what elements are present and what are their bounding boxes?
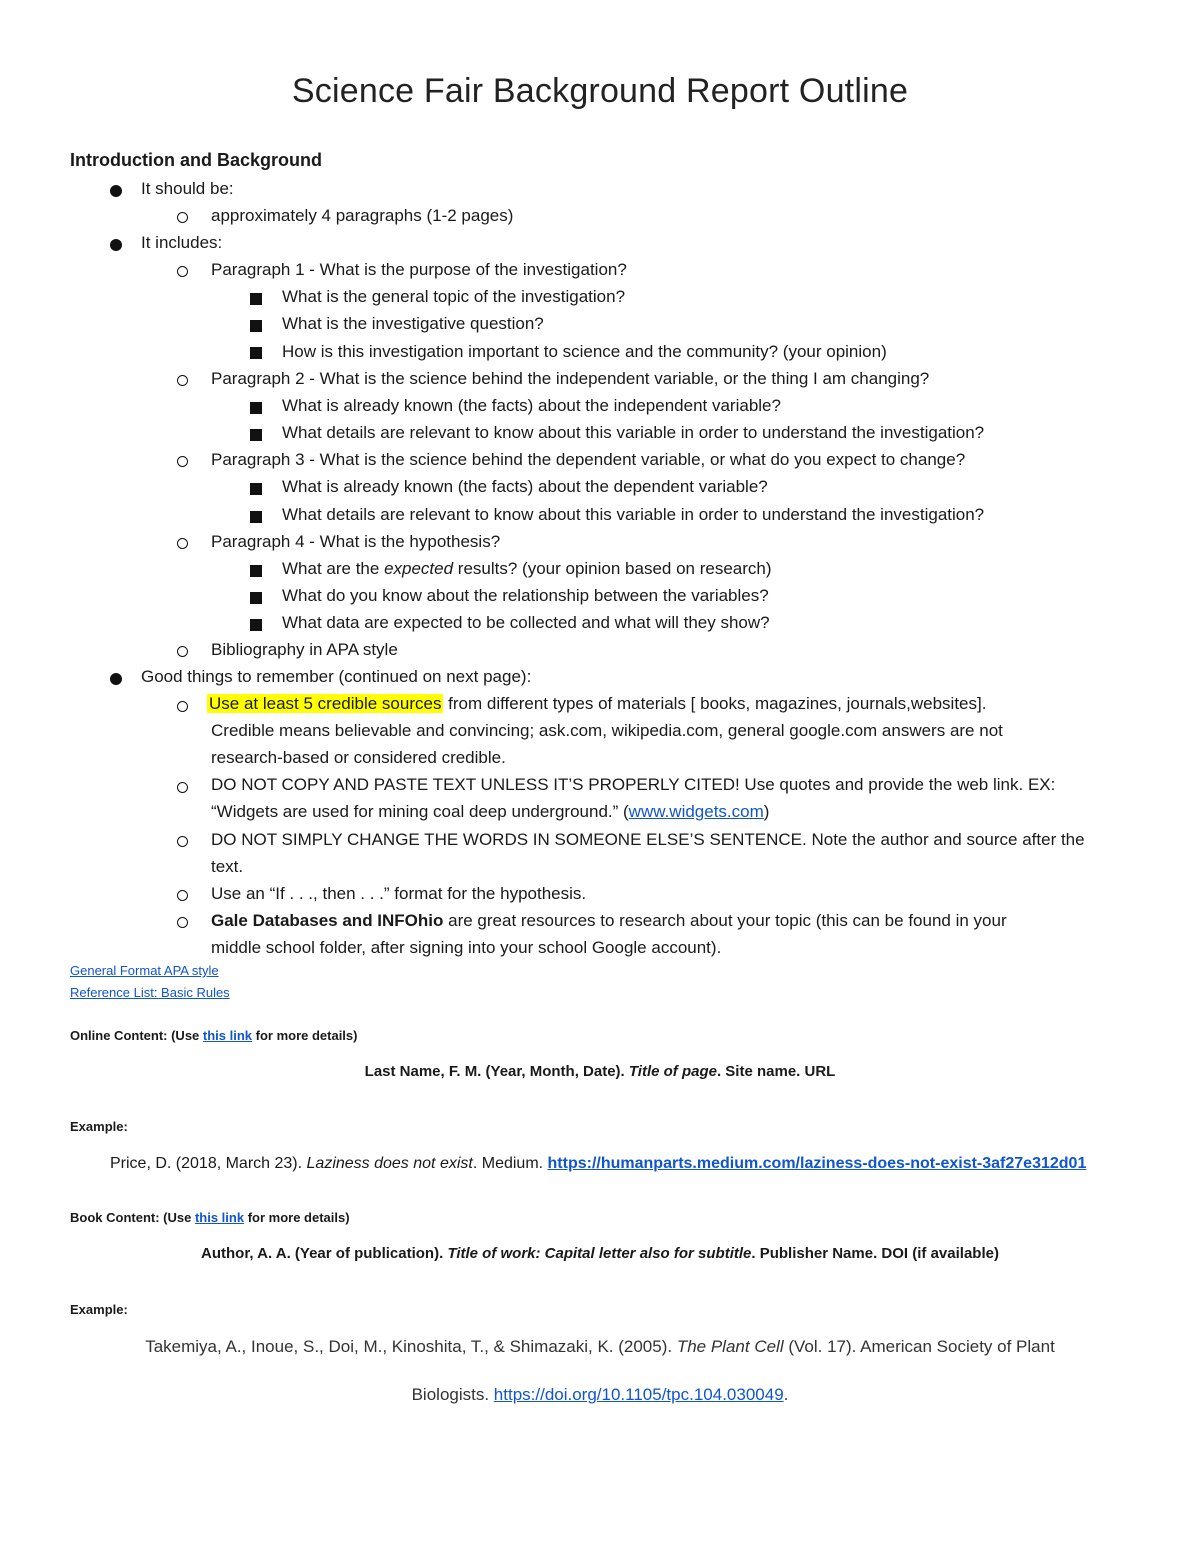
list-item-continued: middle school folder, after signing into your school Google account).: [211, 938, 722, 957]
book-format: Author, A. A. (Year of publication). Title of work: Capital letter also for subtitle. Publisher Name. DOI (if available): [201, 1245, 999, 1262]
list-item: What are the expected results? (your opinion based on research): [282, 559, 772, 578]
bullet-icon: [177, 890, 188, 901]
list-item: What data are expected to be collected and what will they show?: [282, 613, 770, 632]
bullet-icon: [250, 483, 262, 495]
list-item-continued: research-based or considered credible.: [211, 748, 506, 767]
list-item-continued: text.: [211, 857, 244, 876]
doi-link[interactable]: https://doi.org/10.1105/tpc.104.030049: [493, 1385, 784, 1404]
bullet-icon: [177, 456, 188, 467]
book-this-link[interactable]: this link: [194, 1210, 245, 1225]
bullet-icon: [110, 239, 122, 251]
list-item: What details are relevant to know about this variable in order to understand the investigation?: [282, 423, 985, 442]
page-title: Science Fair Background Report Outline: [291, 72, 909, 110]
medium-article-link[interactable]: https://humanparts.medium.com/laziness-does-not-exist-3af27e312d01: [547, 1155, 1087, 1172]
list-item: What details are relevant to know about this variable in order to understand the investigation?: [282, 505, 985, 524]
list-item-continued: “Widgets are used for mining coal deep underground.” (www.widgets.com): [211, 802, 770, 821]
apa-format-link[interactable]: General Format APA style: [70, 963, 219, 978]
list-item: Paragraph 2 - What is the science behind the independent variable, or the thing I am changing?: [211, 369, 930, 388]
bullet-icon: [250, 592, 262, 604]
list-item: DO NOT COPY AND PASTE TEXT UNLESS IT’S PROPERLY CITED! Use quotes and provide the web link. EX:: [211, 775, 1056, 794]
list-item: How is this investigation important to science and the community? (your opinion): [282, 342, 887, 361]
bullet-icon: [250, 320, 262, 332]
bullet-icon: [177, 917, 188, 928]
bullet-icon: [250, 402, 262, 414]
online-example: Price, D. (2018, March 23). Laziness does not exist. Medium. https://humanparts.medium.com/laziness-does-not-exist-3af27e312d01: [110, 1155, 1087, 1172]
bullet-icon: [177, 266, 188, 277]
list-item: It should be:: [141, 179, 234, 198]
online-content-label: Online Content: (Use this link for more details): [70, 1028, 358, 1043]
list-item: approximately 4 paragraphs (1-2 pages): [211, 206, 514, 225]
list-item: What is already known (the facts) about the dependent variable?: [282, 477, 768, 496]
bullet-icon: [250, 619, 262, 631]
bullet-icon: [250, 293, 262, 305]
bullet-icon: [177, 646, 188, 657]
bullet-icon: [250, 429, 262, 441]
bullet-icon: [250, 565, 262, 577]
book-content-label: Book Content: (Use this link for more details): [70, 1210, 350, 1225]
bullet-icon: [177, 701, 188, 712]
online-example-label: Example:: [70, 1119, 128, 1134]
list-item: What do you know about the relationship between the variables?: [282, 586, 769, 605]
list-item: What is already known (the facts) about the independent variable?: [282, 396, 781, 415]
list-item: Bibliography in APA style: [211, 640, 398, 659]
book-example-line2: Biologists. https://doi.org/10.1105/tpc.104.030049.: [411, 1385, 789, 1404]
list-item: What is the investigative question?: [282, 314, 544, 333]
list-item: Use an “If . . ., then . . .” format for the hypothesis.: [211, 884, 587, 903]
list-item: Good things to remember (continued on next page):: [141, 667, 532, 686]
bullet-icon: [177, 212, 188, 223]
reference-list-link[interactable]: Reference List: Basic Rules: [70, 985, 230, 1000]
list-item: What is the general topic of the investigation?: [282, 287, 626, 306]
highlighted-text: Use at least 5 credible sources: [209, 694, 442, 713]
bullet-icon: [177, 375, 188, 386]
bullet-icon: [250, 511, 262, 523]
list-item: Paragraph 1 - What is the purpose of the investigation?: [211, 260, 627, 279]
bullet-icon: [177, 538, 188, 549]
list-item: DO NOT SIMPLY CHANGE THE WORDS IN SOMEONE ELSE’S SENTENCE. Note the author and source after the: [211, 830, 1085, 849]
bullet-icon: [110, 673, 122, 685]
book-example-label: Example:: [70, 1302, 128, 1317]
online-format: Last Name, F. M. (Year, Month, Date). Title of page. Site name. URL: [364, 1063, 836, 1080]
online-this-link[interactable]: this link: [202, 1028, 253, 1043]
bullet-icon: [110, 185, 122, 197]
list-item: Use at least 5 credible sources from different types of materials [ books, magazines, journals,websites].: [209, 694, 987, 713]
bullet-icon: [177, 836, 188, 847]
list-item: It includes:: [141, 233, 223, 252]
list-item: Paragraph 4 - What is the hypothesis?: [211, 532, 501, 551]
list-item: Paragraph 3 - What is the science behind the dependent variable, or what do you expect to change?: [211, 450, 966, 469]
list-item-continued: Credible means believable and convincing; ask.com, wikipedia.com, general google.com answers are not: [211, 721, 1003, 740]
book-example-line1: Takemiya, A., Inoue, S., Doi, M., Kinoshita, T., & Shimazaki, K. (2005). The Plant Cell (Vol. 17). American Society of Plant: [145, 1337, 1055, 1356]
bullet-icon: [250, 347, 262, 359]
section-heading: Introduction and Background: [70, 150, 322, 170]
widgets-link[interactable]: www.widgets.com: [628, 802, 764, 821]
bullet-icon: [177, 782, 188, 793]
list-item: Gale Databases and INFOhio are great resources to research about your topic (this can be found in your: [211, 911, 1007, 930]
